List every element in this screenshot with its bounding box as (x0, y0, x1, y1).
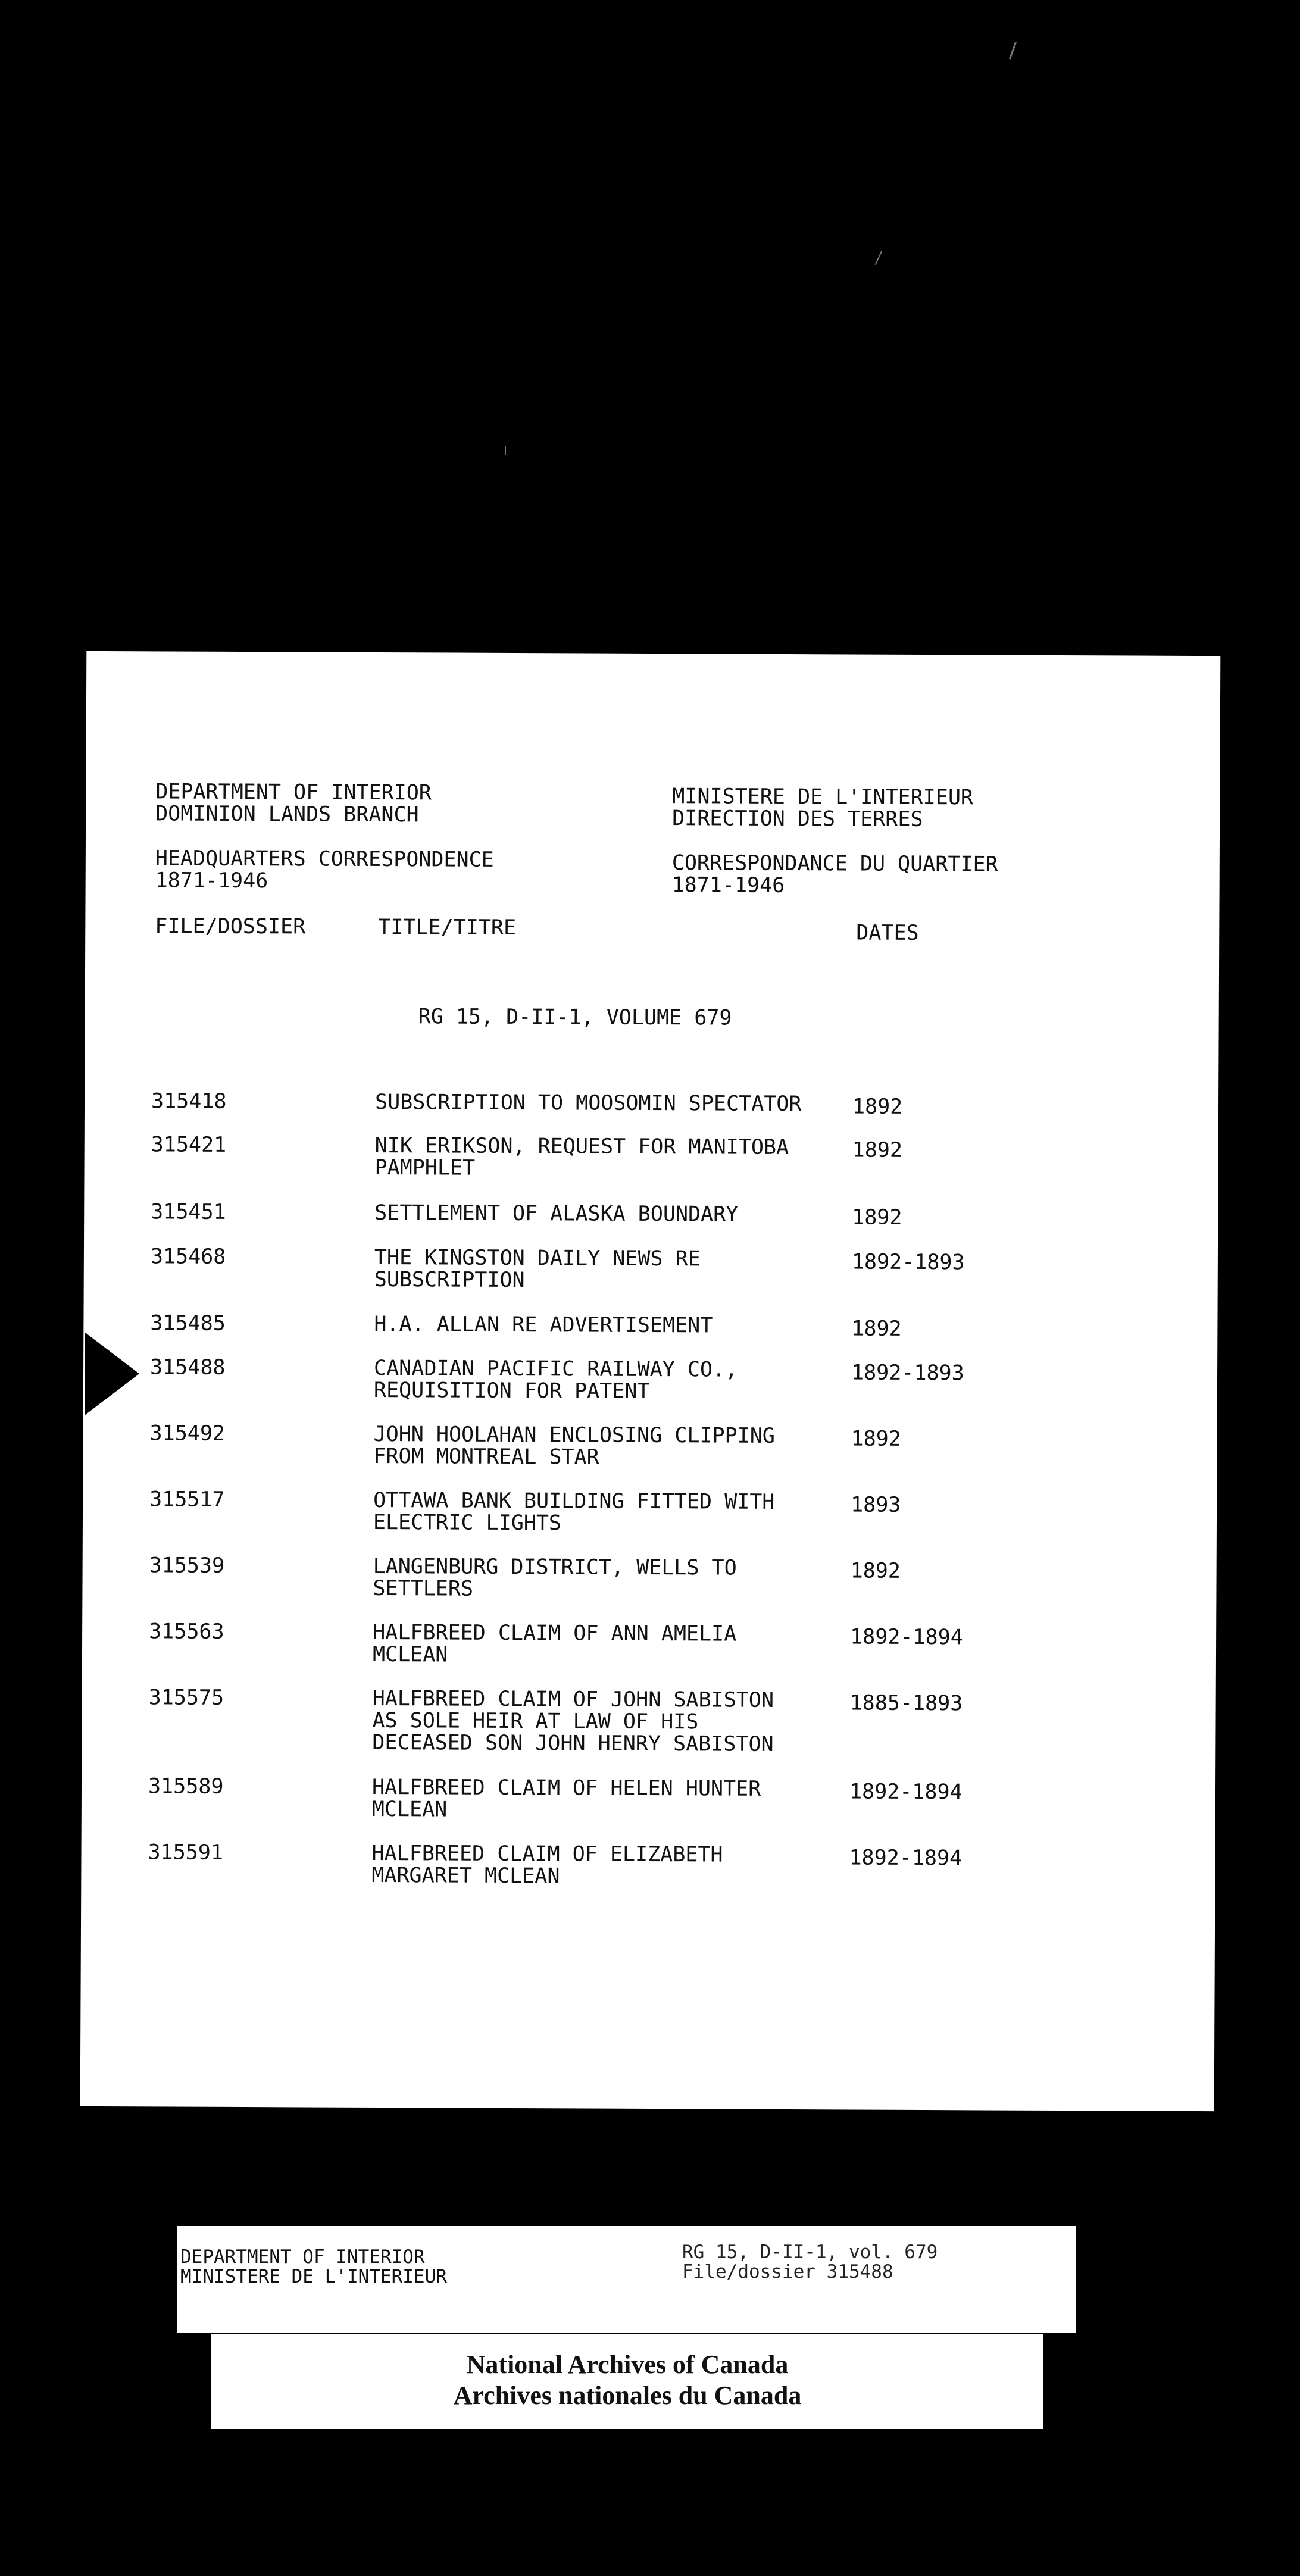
file-number: 315451 (151, 1200, 226, 1224)
record-title: HALFBREED CLAIM OF ELIZABETH MARGARET MCLEAN (371, 1841, 723, 1889)
table-row (84, 1245, 1218, 1293)
table-row (83, 1553, 1217, 1601)
record-title: H.A. ALLAN RE ADVERTISEMENT (374, 1312, 713, 1338)
table-row (85, 1133, 1218, 1180)
record-title: SUBSCRIPTION TO MOOSOMIN SPECTATOR (374, 1090, 802, 1117)
record-dates: 1892-1894 (849, 1846, 962, 1871)
label-department: DEPARTMENT OF INTERIOR MINISTERE DE L'INTERIEUR (180, 2246, 447, 2287)
label-file-reference: RG 15, D-II-1, vol. 679 File/dossier 315488 (682, 2242, 938, 2283)
record-dates: 1892-1894 (850, 1625, 963, 1650)
file-number: 315563 (149, 1620, 224, 1644)
record-title: HALFBREED CLAIM OF ANN AMELIA MCLEAN (372, 1620, 737, 1667)
reference-label (177, 2226, 1076, 2333)
header-department-en: DEPARTMENT OF INTERIOR DOMINION LANDS BRANCH (155, 780, 432, 827)
file-number: 315492 (149, 1421, 226, 1446)
record-dates: 1892 (852, 1138, 903, 1162)
table-row (82, 1840, 1215, 1889)
record-dates: 1892-1894 (849, 1780, 962, 1805)
record-title: CANADIAN PACIFIC RAILWAY CO., REQUISITION FOR PATENT (373, 1356, 738, 1403)
record-dates: 1892 (852, 1095, 903, 1119)
file-number: 315468 (150, 1245, 226, 1269)
column-header-dates: DATES (856, 921, 919, 945)
file-number: 315591 (148, 1840, 224, 1865)
archive-name-en: National Archives of Canada (466, 2350, 789, 2379)
record-list (85, 1089, 1218, 1889)
record-dates: 1892-1893 (851, 1361, 964, 1386)
header-series-en: HEADQUARTERS CORRESPONDENCE 1871-1946 (155, 846, 494, 893)
record-dates: 1893 (851, 1493, 901, 1517)
table-row (82, 1686, 1216, 1756)
file-number: 315539 (149, 1553, 225, 1578)
scan-speck (505, 446, 506, 455)
record-dates: 1892 (851, 1427, 901, 1451)
table-row (84, 1200, 1218, 1230)
record-dates: 1892 (852, 1205, 902, 1230)
record-dates: 1885-1893 (849, 1691, 963, 1716)
column-header-file: FILE/DOSSIER (155, 914, 306, 939)
archive-credit (211, 2334, 1043, 2429)
scan-speck (1009, 42, 1017, 59)
table-row (82, 1774, 1215, 1822)
record-dates: 1892 (850, 1559, 901, 1583)
record-title: LANGENBURG DISTRICT, WELLS TO SETTLERS (373, 1554, 737, 1601)
scan-speck (875, 251, 883, 265)
record-title: OTTAWA BANK BUILDING FITTED WITH ELECTRIC LIGHTS (373, 1488, 775, 1536)
file-number: 315421 (151, 1133, 227, 1157)
volume-reference: RG 15, D-II-1, VOLUME 679 (418, 1005, 732, 1030)
archive-name-fr: Archives nationales du Canada (453, 2381, 802, 2410)
table-row (83, 1487, 1217, 1536)
table-row (83, 1421, 1217, 1470)
record-title: THE KINGSTON DAILY NEWS RE SUBSCRIPTION (374, 1245, 701, 1293)
record-dates: 1892 (851, 1317, 902, 1341)
header-department-fr: MINISTERE DE L'INTERIEUR DIRECTION DES TERRES (672, 784, 974, 831)
table-row (85, 1089, 1218, 1119)
file-number: 315488 (150, 1355, 226, 1380)
table-row (83, 1355, 1217, 1403)
column-header-title: TITLE/TITRE (378, 915, 517, 940)
record-dates: 1892-1893 (851, 1250, 965, 1275)
record-title: SETTLEMENT OF ALASKA BOUNDARY (374, 1201, 739, 1227)
file-marker-tab (85, 1332, 139, 1415)
table-row (83, 1311, 1217, 1341)
header-series-fr: CORRESPONDANCE DU QUARTIER 1871-1946 (671, 851, 998, 898)
record-title: NIK ERIKSON, REQUEST FOR MANITOBA PAMPHLET (374, 1133, 789, 1180)
file-number: 315485 (150, 1311, 226, 1336)
record-title: HALFBREED CLAIM OF JOHN SABISTON AS SOLE HEIR AT LAW OF HIS DECEASED SON JOHN HENRY SABISTON (372, 1686, 774, 1756)
record-title: HALFBREED CLAIM OF HELEN HUNTER MCLEAN (371, 1775, 761, 1822)
record-title: JOHN HOOLAHAN ENCLOSING CLIPPING FROM MONTREAL STAR (373, 1422, 775, 1470)
file-number: 315589 (148, 1774, 224, 1799)
file-number: 315575 (148, 1686, 224, 1710)
table-row (82, 1620, 1216, 1667)
file-number: 315418 (151, 1089, 227, 1114)
document-page (80, 651, 1221, 2111)
file-number: 315517 (149, 1487, 225, 1512)
